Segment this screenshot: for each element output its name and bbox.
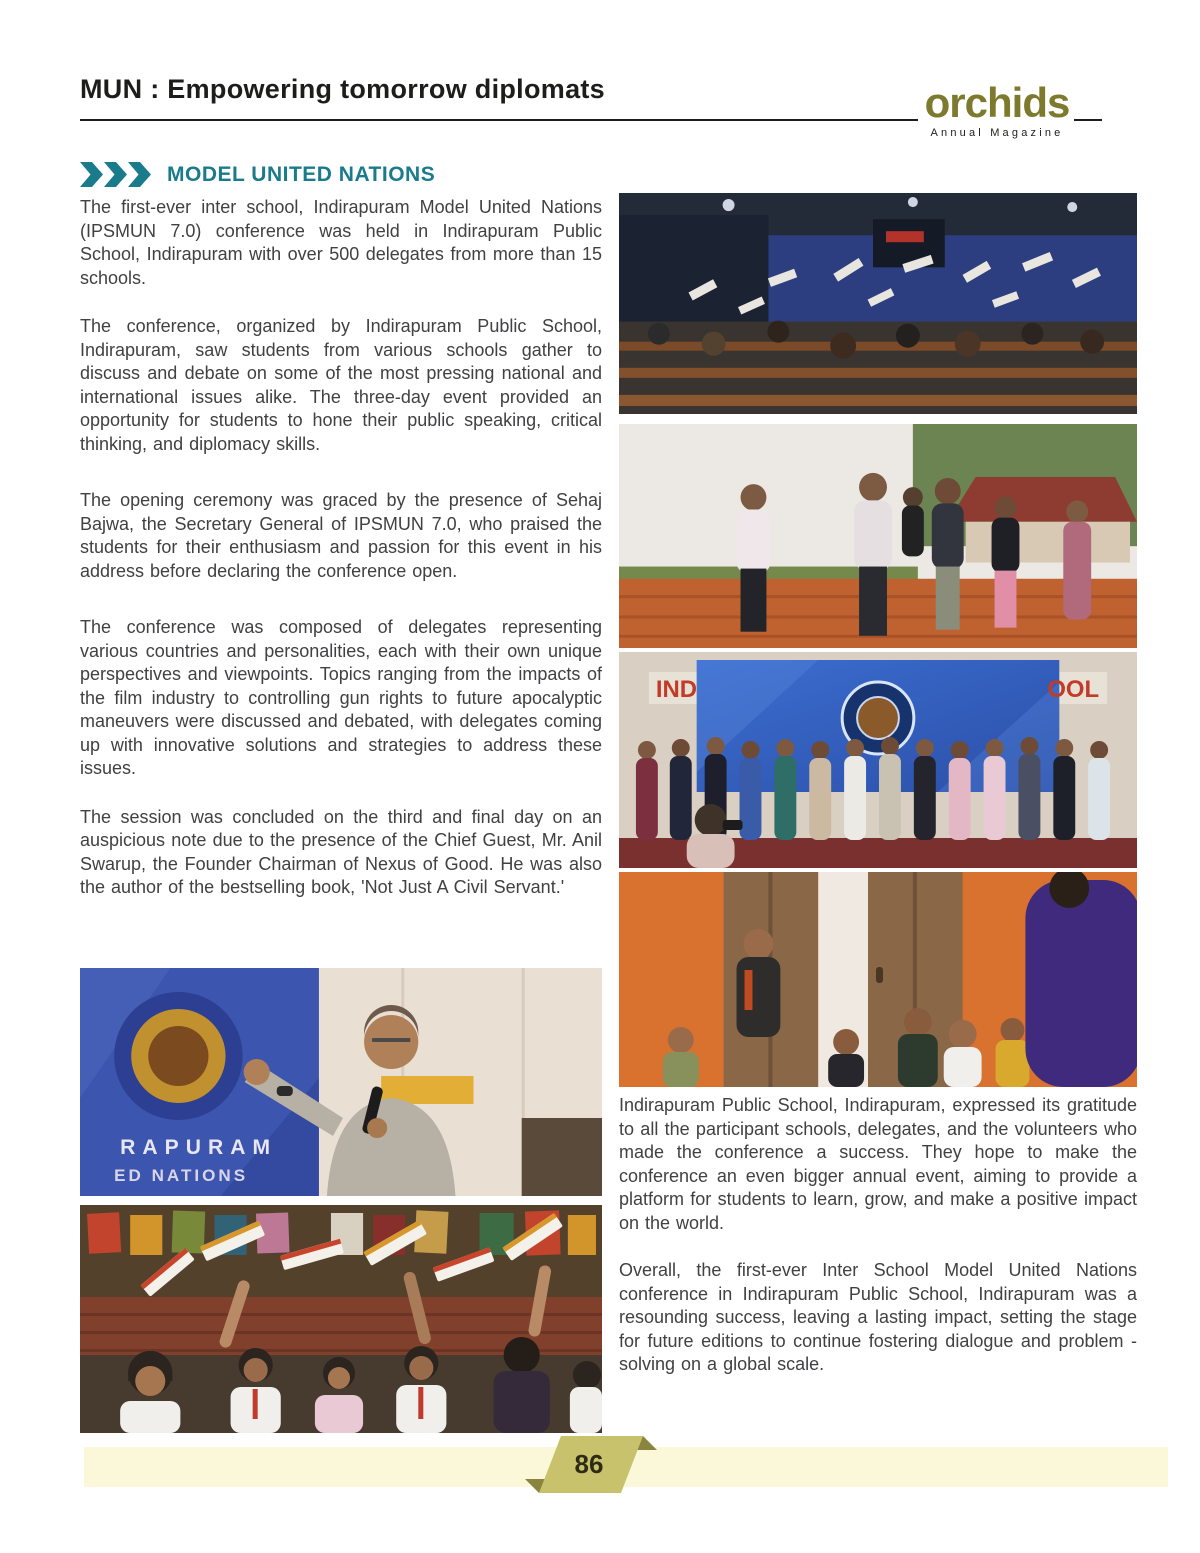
header-rule (80, 119, 918, 121)
section-heading (80, 162, 435, 187)
stage-screen-text-left: IND (655, 675, 698, 704)
logo-wordmark: orchids (924, 79, 1070, 126)
photo-committee-room (619, 872, 1137, 1087)
banner-text-line2: ED NATIONS (114, 1166, 249, 1185)
photo-campus-walk (619, 424, 1137, 648)
chevron-right-icon (80, 162, 103, 187)
paragraph: The conference was composed of delegates representing various countries and personalities, each with their own unique perspectives and viewpoints. Topics ranging from the impacts of the film industry to controlling gun rights to future apocalyptic maneuvers were discussed and debated, with delegates coming up with innovative solutions and strategies to address these issues. (80, 617, 602, 778)
photo-stage-group (619, 652, 1137, 868)
chevron-right-icon (104, 162, 127, 187)
paragraph: The opening ceremony was graced by the presence of Sehaj Bajwa, the Secretary General of IPSMUN 7.0, who praised the students for their enthusiasm and passion for this event in his address before declaring the conference open. (80, 490, 602, 581)
paragraph: The first-ever inter school, Indirapuram Model United Nations (IPSMUN 7.0) conference was held in Indirapuram Public School, Indirapuram with over 500 delegates from more than 15 schools. (80, 197, 602, 288)
paragraph: Overall, the first-ever Inter School Model United Nations conference in Indirapuram Public School, Indirapuram was a resounding success, leaving a lasting impact, setting the stage for future editions to continue fostering dialogue and problem - solving on a global scale. (619, 1260, 1137, 1374)
stage-screen-text-right: OOL (1047, 675, 1100, 704)
banner-text-line1: RAPURAM (120, 1136, 278, 1159)
article-left-column (80, 196, 602, 925)
photo-lecture-hall-placards (619, 193, 1137, 414)
section-heading-label: MODEL UNITED NATIONS (167, 162, 436, 186)
photo-chief-guest-speech (80, 968, 602, 1196)
page-number-tab (523, 1433, 663, 1497)
logo-tagline: Annual Magazine (930, 127, 1064, 139)
paragraph: Indirapuram Public School, Indirapuram, expressed its gratitude to all the participant schools, delegates, and the volunteers who made the conference a success. They hope to make the conference an even bigger annual event, aiming to provide a platform for students to learn, grow, and make a positive impact on the world. (619, 1095, 1137, 1233)
paragraph: The session was concluded on the third and final day on an auspicious note due to the presence of the Chief Guest, Mr. Anil Swarup, the Founder Chairman of Nexus of Good. He was also the author of the bestselling book, 'Not Just A Civil Servant.' (80, 806, 602, 897)
magazine-logo (922, 79, 1072, 139)
photo-classroom-placards (80, 1205, 602, 1433)
header-rule-right (1074, 119, 1102, 121)
paragraph: The conference, organized by Indirapuram Public School, Indirapuram, saw students from various schools gather to discuss and debate on some of the most pressing national and international issues alike. The three-day event provided an opportunity for students to hone their public speaking, critical thinking, and diplomacy skills. (80, 316, 602, 454)
article-right-column (619, 1094, 1137, 1401)
page-number: 86 (574, 1449, 604, 1479)
page-title: MUN : Empowering tomorrow diplomats (80, 74, 606, 104)
chevron-right-icon (128, 162, 151, 187)
